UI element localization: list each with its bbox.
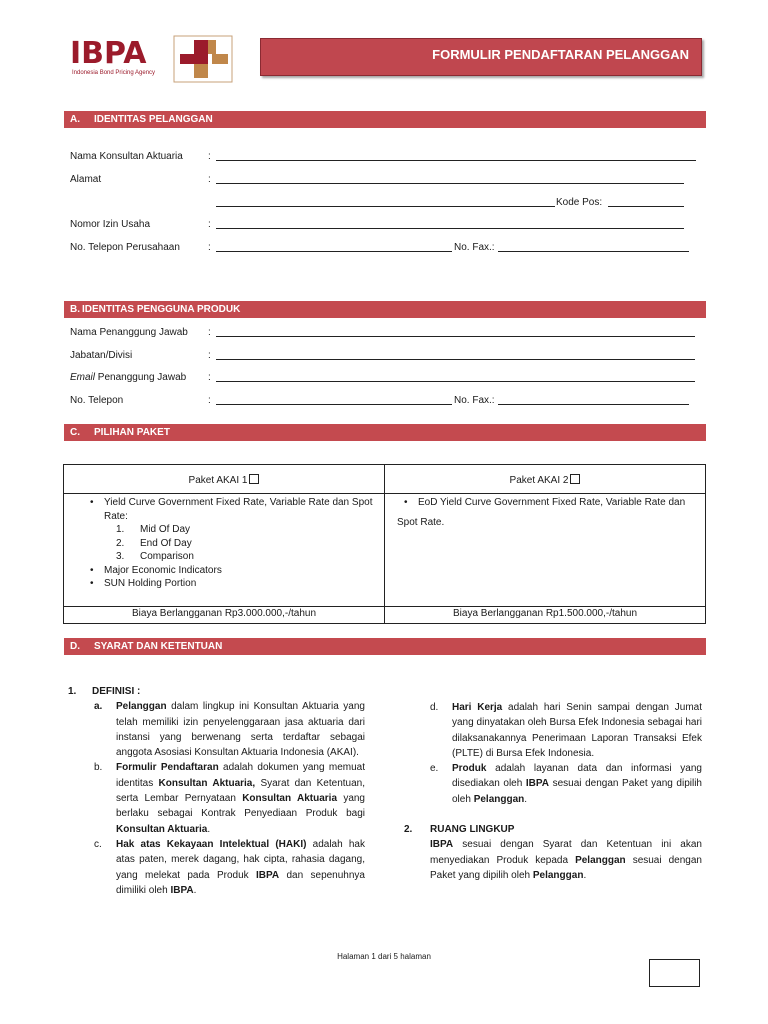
terms-left-column [68, 684, 365, 898]
section-d-num: D. [70, 641, 80, 652]
label-email-italic: Email [70, 372, 96, 383]
package-table [63, 464, 706, 624]
section-a-num: A. [70, 114, 80, 125]
package-2-price: Biaya Berlangganan Rp1.500.000,-/tahun [452, 608, 638, 619]
field-email [70, 371, 710, 385]
section-d-header [64, 638, 706, 655]
sub-text: End Of Day [140, 537, 192, 549]
sub-num: 1. [116, 524, 125, 535]
label: No. Telepon [70, 395, 124, 406]
text: dan sepenuhnya dimiliki oleh [116, 869, 365, 896]
text: yang berlaku sebagai Kontrak Penyediaan Produk bagi [116, 793, 365, 820]
definition-a [68, 699, 365, 760]
ruang-lingkup-heading [404, 822, 702, 837]
section-c-label: PILIHAN PAKET [94, 427, 170, 438]
marker: e. [430, 763, 439, 775]
field-nama-konsultan [70, 150, 710, 164]
text: sesuai dengan Paket yang dipilih oleh [452, 778, 702, 805]
text: dalam lingkup ini Konsultan Aktuaria yang telah memiliki izin penyelenggaraan jasa aktuaria dari instansi yang berwenang serta terdaftar sebagai anggota Asosiasi Konsultan Aktuaria Indonesia (AKAI). [116, 701, 365, 759]
ruang-lingkup-text [404, 837, 702, 883]
definition-e [404, 761, 702, 807]
colon: : [208, 151, 211, 162]
form-title: FORMULIR PENDAFTARAN PELANGGAN [432, 47, 689, 62]
package-1-price: Biaya Berlangganan Rp3.000.000,-/tahun [131, 608, 317, 619]
feature-item: • Yield Curve Government Fixed Rate, Variable Rate dan Spot Rate: [76, 496, 376, 523]
term: Hak atas Kekayaan Intelektual (HAKI) [116, 838, 307, 850]
spacer [404, 807, 702, 822]
label-email-rest: Penanggung Jawab [95, 372, 187, 383]
colon: : [208, 219, 211, 230]
text: sesuai dengan Paket yang dipilih oleh [430, 854, 702, 881]
definition-d [404, 700, 702, 761]
colon: : [208, 372, 211, 383]
term: Konsultan Aktuaria, [158, 777, 256, 789]
input-line[interactable] [216, 349, 695, 360]
label-fax: No. Fax.: [454, 395, 495, 406]
package-1-header [64, 474, 384, 486]
marker: a. [94, 701, 103, 713]
package-2-name: Paket AKAI 2 [509, 475, 569, 486]
term: IBPA [255, 869, 280, 881]
section-a-header [64, 111, 706, 128]
text: . [524, 793, 528, 805]
section-a-label: IDENTITAS PELANGGAN [94, 114, 213, 125]
input-line[interactable] [216, 196, 555, 207]
input-line[interactable] [216, 326, 695, 337]
colon: : [208, 350, 211, 361]
text: sesuai dengan Syarat dan Ketentuan ini akan menyediakan Produk kepada [430, 839, 702, 866]
logo-text: IBPA [70, 36, 147, 71]
form-title-bar [260, 38, 702, 76]
feature-sub-item [76, 523, 376, 537]
package-1-features [76, 496, 376, 591]
colon: : [208, 174, 211, 185]
marker: d. [430, 702, 439, 713]
field-alamat [70, 173, 710, 187]
feature-item: • Major Economic Indicators [76, 564, 376, 578]
section-d-label: SYARAT DAN KETENTUAN [94, 641, 223, 652]
label [70, 371, 186, 385]
input-line[interactable] [216, 150, 696, 161]
initials-box [649, 959, 700, 987]
colon: : [208, 327, 211, 338]
package-2-checkbox[interactable] [570, 474, 580, 484]
logo-cross-icon [172, 34, 234, 84]
term: Produk [452, 763, 487, 775]
sub-num: 2. [116, 537, 125, 549]
feature-item-cont: Spot Rate. [397, 517, 445, 528]
field-nama-penanggung-jawab [70, 326, 710, 340]
kode-pos-line[interactable] [608, 196, 684, 207]
field-jabatan [70, 349, 710, 363]
label: Jabatan/Divisi [70, 350, 133, 361]
text: adalah hak atas paten, merek dagang, hak cipta, rahasia dagang, yang melekat pada Produk [116, 838, 365, 881]
term: IBPA [430, 839, 454, 851]
colon: : [208, 395, 211, 406]
sub-num: 3. [116, 551, 125, 562]
package-2-header [385, 474, 705, 486]
label: Nomor Izin Usaha [70, 219, 151, 230]
input-line[interactable] [216, 173, 684, 184]
section-c-header [64, 424, 706, 441]
page-footer: Halaman 1 dari 5 halaman [337, 952, 431, 961]
definisi-heading [68, 684, 365, 699]
text: adalah hari Senin sampai dengan Jumat yang dinyatakan oleh Bursa Efek Indonesia sebagai hari dilaksanakannya Penerimaan Laporan Transaksi Efek (PLTE) di Bursa Efek Indonesia. [452, 702, 702, 759]
sub-text: Mid Of Day [140, 524, 191, 535]
label-kode-pos: Kode Pos: [556, 197, 603, 208]
feature-sub-item [76, 537, 376, 551]
term: Formulir Pendaftaran [116, 762, 219, 774]
section-b-header [64, 301, 706, 318]
term: Hari Kerja [452, 702, 503, 713]
field-telepon-perusahaan [70, 241, 710, 255]
section-b-num: B. [70, 304, 80, 315]
term: Pelanggan [116, 701, 167, 713]
definition-c [68, 837, 365, 898]
label: Nama Penanggung Jawab [70, 327, 188, 338]
heading-title: RUANG LINGKUP [430, 824, 515, 836]
section-c-num: C. [70, 427, 80, 438]
fax-line[interactable] [498, 241, 689, 252]
logo-subtitle: Indonesia Bond Pricing Agency [72, 70, 156, 76]
table-divider [64, 606, 705, 607]
term: Konsultan Aktuaria [116, 823, 208, 835]
text: . [207, 823, 211, 835]
terms-right-column [404, 700, 702, 883]
term: IBPA [525, 778, 550, 790]
field-alamat-2 [70, 196, 710, 210]
marker: c. [94, 838, 102, 850]
heading-num: 1. [68, 686, 77, 697]
colon: : [208, 242, 211, 253]
package-2-features [390, 493, 702, 533]
input-line[interactable] [216, 241, 452, 252]
label: No. Telepon Perusahaan [70, 242, 180, 253]
input-line[interactable] [216, 371, 695, 382]
definition-b [68, 760, 365, 836]
term: Pelanggan [532, 869, 584, 881]
term: Pelanggan [575, 854, 626, 866]
label: Nama Konsultan Aktuaria [70, 151, 183, 162]
table-divider [384, 465, 385, 623]
term: Pelanggan [473, 793, 525, 805]
label-fax: No. Fax.: [454, 242, 495, 253]
package-1-name: Paket AKAI 1 [188, 475, 248, 486]
section-b-label: IDENTITAS PENGGUNA PRODUK [82, 304, 241, 315]
feature-item: • SUN Holding Portion [76, 577, 376, 591]
feature-text: EoD Yield Curve Government Fixed Rate, Variable Rate dan [418, 497, 686, 508]
field-izin-usaha [70, 218, 710, 232]
ibpa-logo [68, 34, 236, 86]
feature-item [390, 493, 702, 513]
input-line[interactable] [216, 394, 452, 405]
field-telepon [70, 394, 710, 408]
heading-title: DEFINISI : [92, 686, 141, 697]
term: Konsultan Aktuaria [242, 793, 338, 805]
input-line[interactable] [216, 218, 684, 229]
text: Syarat dan Ketentuan, serta Lembar Pernyataan [116, 777, 365, 805]
package-1-checkbox[interactable] [249, 474, 259, 484]
feature-sub-item [76, 550, 376, 564]
heading-num: 2. [404, 824, 413, 836]
term: IBPA [170, 884, 194, 896]
marker: b. [94, 762, 103, 774]
text: adalah layanan data dan informasi yang disediakan oleh [452, 763, 702, 790]
fax-line[interactable] [498, 394, 689, 405]
label: Alamat [70, 174, 102, 185]
text: . [193, 884, 197, 896]
text: adalah dokumen yang memuat identitas [116, 762, 365, 789]
sub-text: Comparison [140, 551, 194, 562]
text: . [583, 869, 587, 881]
